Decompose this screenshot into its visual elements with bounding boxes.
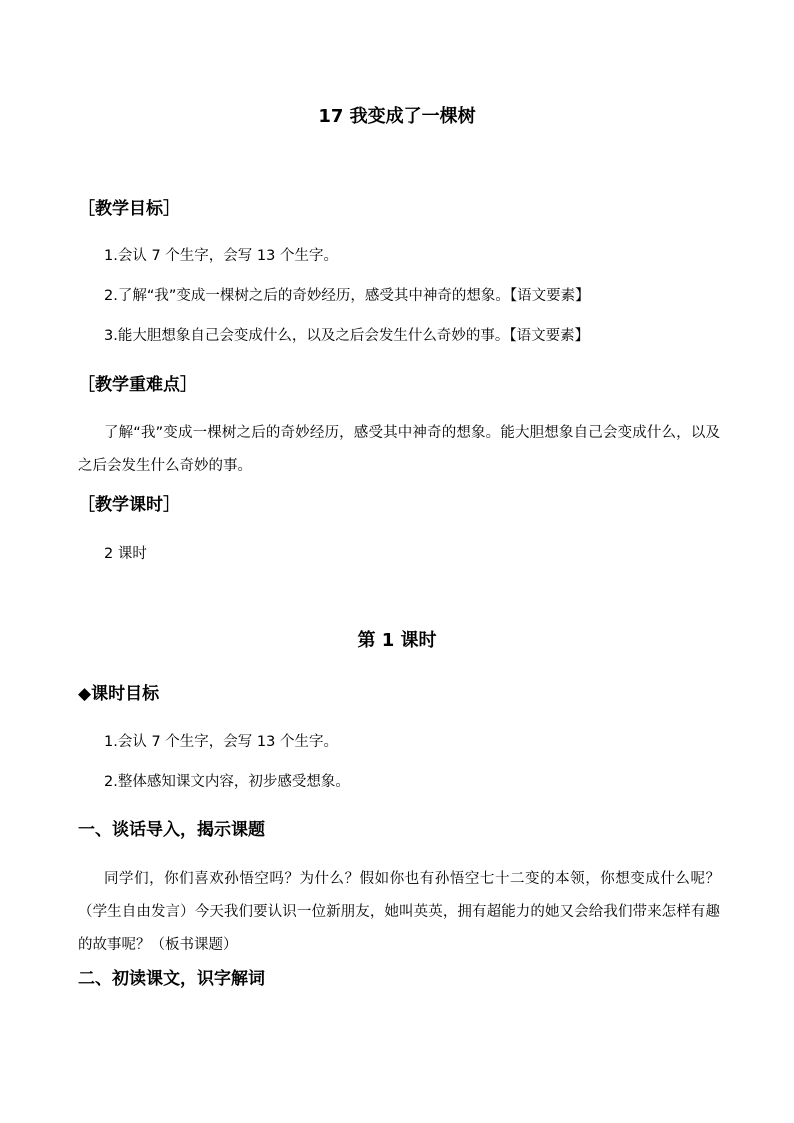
lesson1-goal-2: 2.整体感知课文内容，初步感受想象。 <box>104 774 350 790</box>
section2-heading: 二、初读课文，识字解词 <box>78 969 265 989</box>
teaching-goal-1: 1.会认 7 个生字，会写 13 个生字。 <box>104 248 338 264</box>
section1-text: 同学们，你们喜欢孙悟空吗？为什么？假如你也有孙悟空七十二变的本领，你想变成什么呢？（学生自由发言）今天我们要认识一位新朋友，她叫英英，拥有超能力的她又会给我们带来怎样有趣的故事呢？（板书课题） <box>78 871 720 953</box>
key-points-text: 了解“我”变成一棵树之后的奇妙经历，感受其中神奇的想象。能大胆想象自己会变成什么，以及之后会发生什么奇妙的事。 <box>78 425 720 474</box>
key-points-heading: ［教学重难点］ <box>78 375 197 395</box>
lesson1-title: 第 1 课时 <box>357 630 437 651</box>
periods-text: 2 课时 <box>104 546 147 562</box>
teaching-goal-3: 3.能大胆想象自己会变成什么，以及之后会发生什么奇妙的事。【语文要素】 <box>104 328 590 344</box>
document-title: 17 我变成了一棵树 <box>318 106 476 127</box>
lesson1-goal-1: 1.会认 7 个生字，会写 13 个生字。 <box>104 734 338 750</box>
lesson1-goals-heading: ◆课时目标 <box>78 684 160 704</box>
periods-heading: ［教学课时］ <box>78 495 180 515</box>
section1-heading: 一、谈话导入，揭示课题 <box>78 820 265 840</box>
teaching-goal-2: 2.了解“我”变成一棵树之后的奇妙经历，感受其中神奇的想象。【语文要素】 <box>104 288 590 304</box>
teaching-goals-heading: ［教学目标］ <box>78 199 180 219</box>
